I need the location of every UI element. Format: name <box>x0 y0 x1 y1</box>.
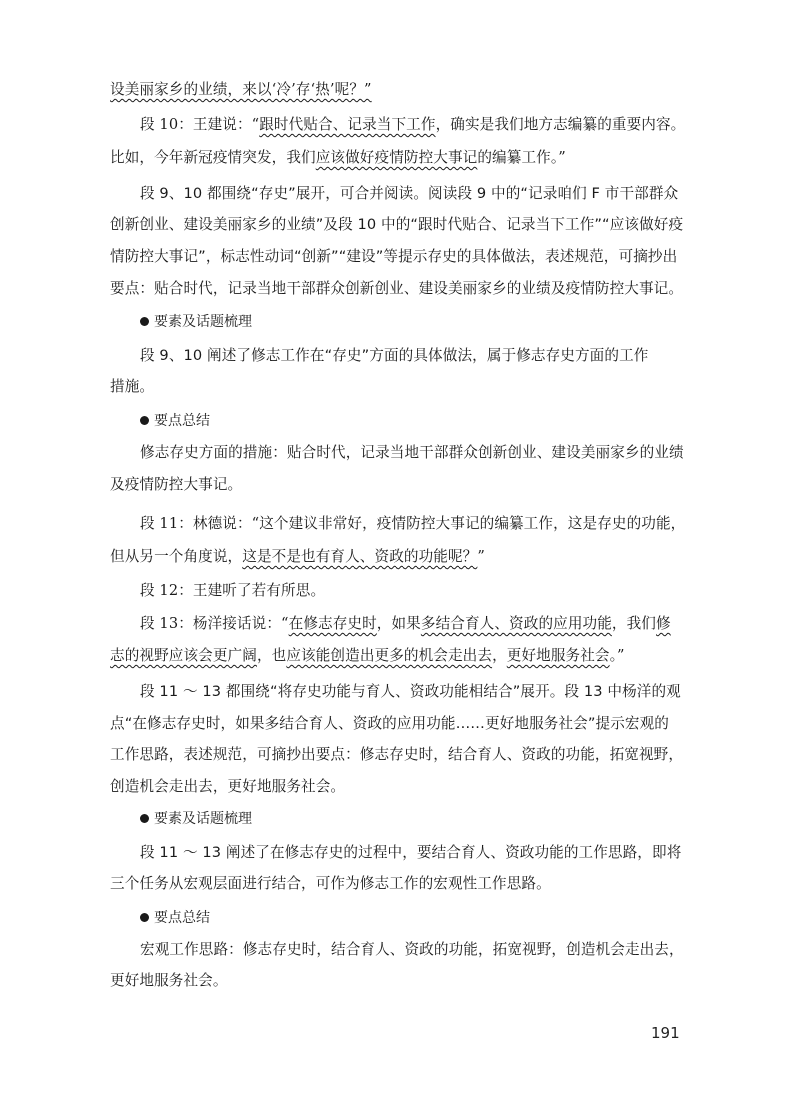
bullet-icon <box>140 913 149 922</box>
text-line: 宏观工作思路：修志存史时，结合育人、资政的功能，拓宽视野，创造机会走出去， <box>140 941 684 958</box>
heading-text: 要点总结 <box>154 413 210 429</box>
heading-text: 要点总结 <box>154 910 210 926</box>
section-heading <box>140 311 252 333</box>
text-span: ，也 <box>256 647 287 664</box>
text-line: 工作思路，表述规范，可摘抄出要点：修志存史时，结合育人、资政的功能，拓宽视野， <box>110 746 684 763</box>
underlined-text: 修 <box>656 615 671 632</box>
underlined-text: 多结合育人、资政的应用功能 <box>420 615 612 632</box>
bullet-icon <box>140 317 149 326</box>
text-line: 段 12：王建听了若有所思。 <box>140 582 326 599</box>
text-line: 创造机会走出去，更好地服务社会。 <box>110 778 346 795</box>
text-line <box>110 546 690 568</box>
text-line: 修志存史方面的措施：贴合时代，记录当地干部群众创新创业、建设美丽家乡的业绩 <box>140 444 684 461</box>
underlined-text: 应该做好疫情防控大事记 <box>315 149 478 166</box>
text-line: 要点：贴合时代，记录当地干部群众创新创业、建设美丽家乡的业绩及疫情防控大事记。 <box>110 280 684 297</box>
text-line <box>110 147 690 169</box>
text-line: 三个任务从宏观层面进行结合，可作为修志工作的宏观性工作思路。 <box>110 875 551 892</box>
underlined-text: 在修志存史时 <box>288 615 377 632</box>
bullet-icon <box>140 814 149 823</box>
text-span: 比如，今年新冠疫情突发，我们 <box>110 149 316 166</box>
text-span: ” <box>477 548 485 565</box>
text-line: 创新创业、建设美丽家乡的业绩”及段 10 中的“跟时代贴合、记录当下工作”“应该做好疫 <box>110 216 684 233</box>
underlined-text: 这是不是也有育人、资政的功能呢？ <box>242 548 478 565</box>
text-line: 段 11 ～ 13 阐述了在修志存史的过程中，要结合育人、资政功能的工作思路，即将 <box>140 844 682 861</box>
heading-text: 要素及话题梳理 <box>154 811 252 827</box>
text-span: 。” <box>609 647 625 664</box>
text-span: 段 13：杨洋接话说：“ <box>140 615 289 632</box>
text-line: 更好地服务社会。 <box>110 972 228 989</box>
heading-text: 要素及话题梳理 <box>154 314 252 330</box>
text-line: 段 9、10 阐述了修志工作在“存史”方面的具体做法，属于修志存史方面的工作 <box>140 347 649 364</box>
text-line: 及疫情防控大事记。 <box>110 476 243 493</box>
bullet-icon <box>140 416 149 425</box>
text-span: ，确实是我们地方志编纂的重要内容。 <box>435 116 686 133</box>
text-line: 情防控大事记”，标志性动词“创新”“建设”等提示存史的具体做法，表述规范，可摘抄出 <box>110 248 678 265</box>
text-line <box>110 645 690 667</box>
section-heading <box>140 808 252 830</box>
text-line: 段 11 ～ 13 都围绕“将存史功能与育人、资政功能相结合”展开。段 13 中杨洋的观 <box>140 683 681 700</box>
underlined-text: 跟时代贴合、记录当下工作 <box>259 116 436 133</box>
text-line: 措施。 <box>110 378 155 395</box>
underlined-text: 更好地服务社会 <box>506 647 610 664</box>
text-line <box>140 114 690 136</box>
text-span: 段 10：王建说：“ <box>140 116 260 133</box>
text-line: 点“在修志存史时，如果多结合育人、资政的应用功能……更好地服务社会”提示宏观的 <box>110 715 669 732</box>
underlined-text: 志的视野应该会更广阔 <box>110 647 257 664</box>
section-heading <box>140 410 210 432</box>
text-span: 但从另一个角度说， <box>110 548 243 565</box>
text-span: ，我们 <box>611 615 657 632</box>
text-line <box>140 613 690 635</box>
text-span: ，如果 <box>376 615 421 632</box>
text-line: 段 11：林德说：“这个建议非常好，疫情防控大事记的编纂工作，这是存史的功能， <box>140 515 686 532</box>
underlined-text: 设美丽家乡的业绩，来以‘冷’存‘热’呢？” <box>110 81 372 98</box>
section-heading <box>140 907 210 929</box>
underlined-text: 应该能创造出更多的机会走出去 <box>286 647 493 664</box>
text-line: 段 9、10 都围绕“存史”展开，可合并阅读。阅读段 9 中的“记录咱们 F 市干部群众 <box>140 185 679 202</box>
text-span: ， <box>492 647 507 664</box>
text-span: 的编纂工作。” <box>477 149 566 166</box>
page-number: 191 <box>651 1024 680 1042</box>
text-line <box>110 79 690 101</box>
